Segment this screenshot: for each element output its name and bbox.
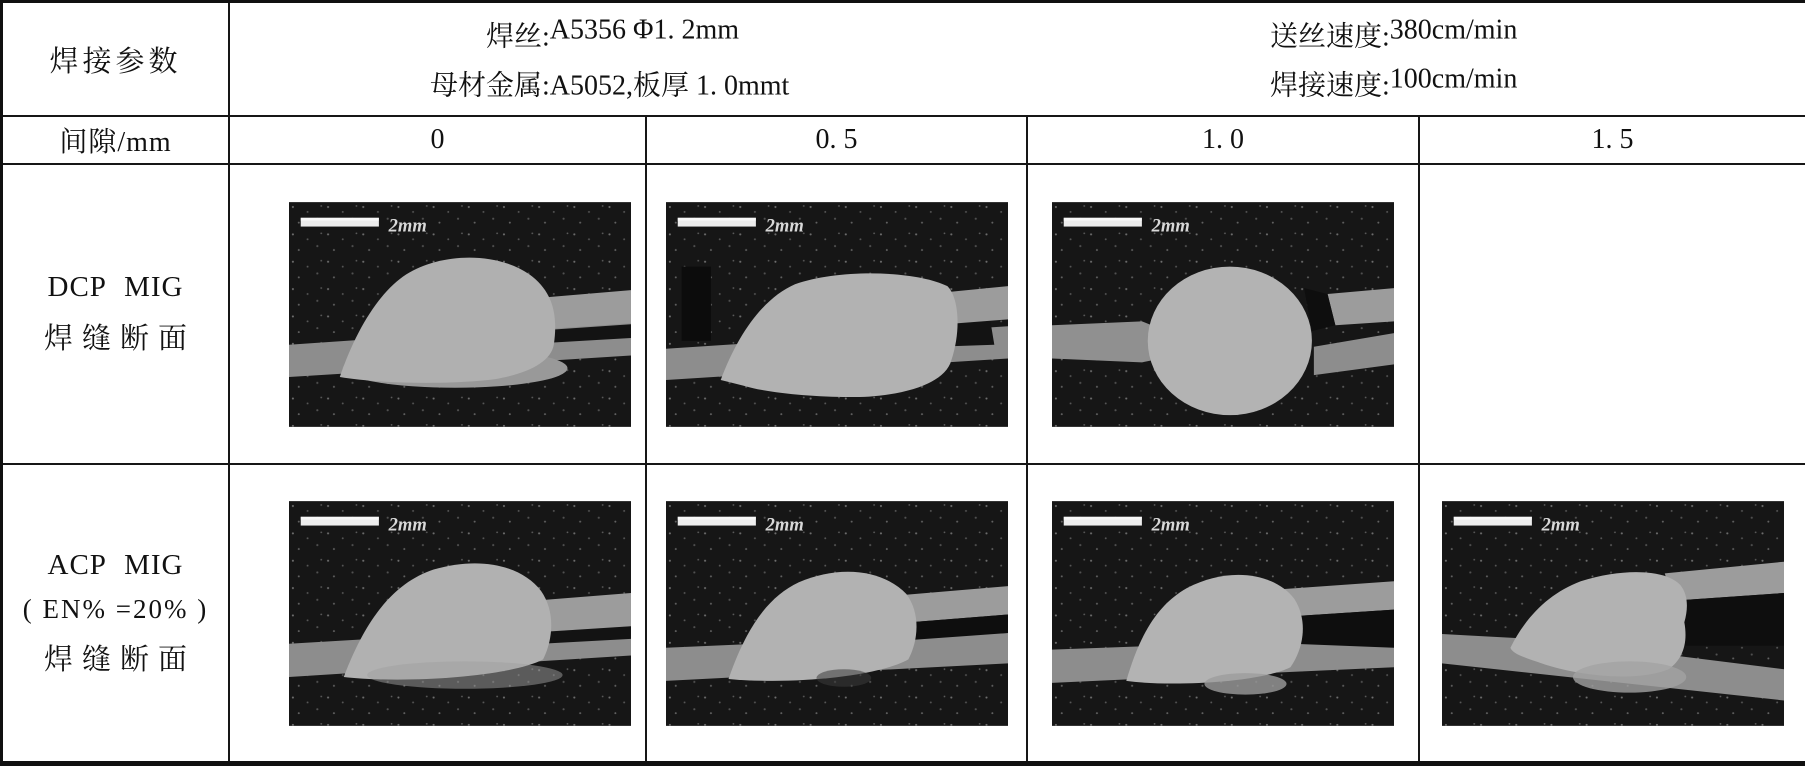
dcp-mig-label-line2: 焊缝断面: [43, 323, 196, 355]
scale-bar-highlight: [1064, 217, 1142, 220]
scale-label: 2mm: [1151, 214, 1190, 236]
welding-speed-label: 焊接速度:: [1270, 70, 1390, 102]
wire-label: 焊丝:: [486, 21, 550, 53]
acp-mig-row: [3, 465, 1805, 761]
gap-value-cell-0: [230, 117, 647, 165]
weld-bead: [1148, 266, 1312, 415]
gap-value-0: 0: [430, 124, 445, 155]
acp-gap05-photo-cell: [647, 465, 1028, 761]
acp-gap05-photo: [666, 501, 1008, 726]
dcp-gap0-photo: [289, 202, 631, 427]
dcp-mig-row-header: [35, 271, 196, 357]
scale-label: 2mm: [388, 513, 427, 535]
dcp-gap10-photo: [1052, 202, 1394, 427]
etch-shadow: [681, 266, 710, 340]
acp-gap15-photo: [1442, 501, 1784, 726]
scale-bar-highlight: [677, 217, 755, 220]
penetration: [1572, 661, 1685, 692]
acp-mig-label-line3: 焊缝断面: [43, 643, 196, 676]
wire-and-base-metal-params: [430, 15, 789, 104]
params-row-header-cell: [3, 3, 230, 117]
gap-value-cell-3: [1420, 117, 1805, 165]
acp-mig-label-line1: ACP MIG: [47, 548, 184, 581]
scale-bar-highlight: [677, 516, 755, 519]
scale-label: 2mm: [1151, 513, 1190, 535]
gap-value-2: 1. 0: [1202, 124, 1244, 155]
weld-macrograph-acp-15: [1442, 501, 1784, 726]
penetration: [367, 661, 562, 688]
right-plate: [1328, 288, 1394, 325]
gap-row-header-cell: [3, 117, 230, 165]
scale-bar-highlight: [1064, 516, 1142, 519]
scale-label: 2mm: [765, 214, 804, 236]
root-shadow: [816, 669, 871, 687]
gap-row: [3, 117, 1805, 165]
params-row-header: 焊接参数: [49, 45, 182, 78]
penetration: [1204, 673, 1286, 694]
wire-feed-speed-label: 送丝速度:: [1270, 21, 1390, 53]
acp-mig-row-header: [23, 549, 208, 678]
gap-shadow: [1672, 592, 1783, 645]
dcp-gap05-photo: [666, 202, 1008, 427]
wire-feed-speed-value: 380cm/min: [1389, 14, 1518, 46]
acp-mig-row-header-cell: [3, 465, 230, 761]
dcp-gap0-photo-cell: [230, 165, 647, 465]
dcp-mig-row-header-cell: [3, 165, 230, 465]
weld-macrograph-dcp-10: [1052, 202, 1394, 427]
welding-speed-value: 100cm/min: [1389, 63, 1518, 95]
acp-gap15-photo-cell: [1420, 465, 1805, 761]
acp-mig-label-line2: ( EN% =20% ): [22, 593, 209, 624]
weld-macrograph-acp-05: [666, 501, 1008, 726]
scale-label: 2mm: [1541, 513, 1580, 535]
acp-gap10-photo-cell: [1028, 465, 1420, 761]
base-metal-label: 母材金属:: [430, 70, 550, 102]
acp-gap0-photo-cell: [230, 465, 647, 761]
scale-label: 2mm: [388, 214, 427, 236]
weld-macrograph-acp-0: [289, 501, 631, 726]
scale-bar-highlight: [301, 516, 379, 519]
dcp-mig-label-line1: DCP MIG: [47, 271, 184, 303]
scale-label: 2mm: [765, 513, 804, 535]
scale-bar-highlight: [1453, 516, 1531, 519]
gap-value-cell-2: [1028, 117, 1420, 165]
acp-gap10-photo: [1052, 501, 1394, 726]
weld-macrograph-acp-10: [1052, 501, 1394, 726]
speed-params: [1270, 15, 1517, 104]
scale-bar-highlight: [301, 217, 379, 220]
base-metal-value: A5052,板厚 1. 0mmt: [549, 70, 790, 102]
gap-value-1: 0. 5: [815, 124, 858, 155]
dcp-gap10-photo-cell: [1028, 165, 1420, 465]
dcp-gap15-empty-cell: [1420, 165, 1805, 465]
params-row: [3, 3, 1805, 117]
weld-macrograph-dcp-0: [289, 202, 631, 427]
weld-macrograph-dcp-05: [666, 202, 1008, 427]
gap-row-header: 间隙/mm: [59, 127, 172, 158]
params-values-cell: [230, 3, 1805, 117]
dcp-gap05-photo-cell: [647, 165, 1028, 465]
gap-value-cell-1: [647, 117, 1028, 165]
dcp-mig-row: [3, 165, 1805, 465]
wire-value: A5356 Φ1. 2mm: [549, 14, 740, 46]
acp-gap0-photo: [289, 501, 631, 726]
gap-value-3: 1. 5: [1591, 124, 1634, 155]
